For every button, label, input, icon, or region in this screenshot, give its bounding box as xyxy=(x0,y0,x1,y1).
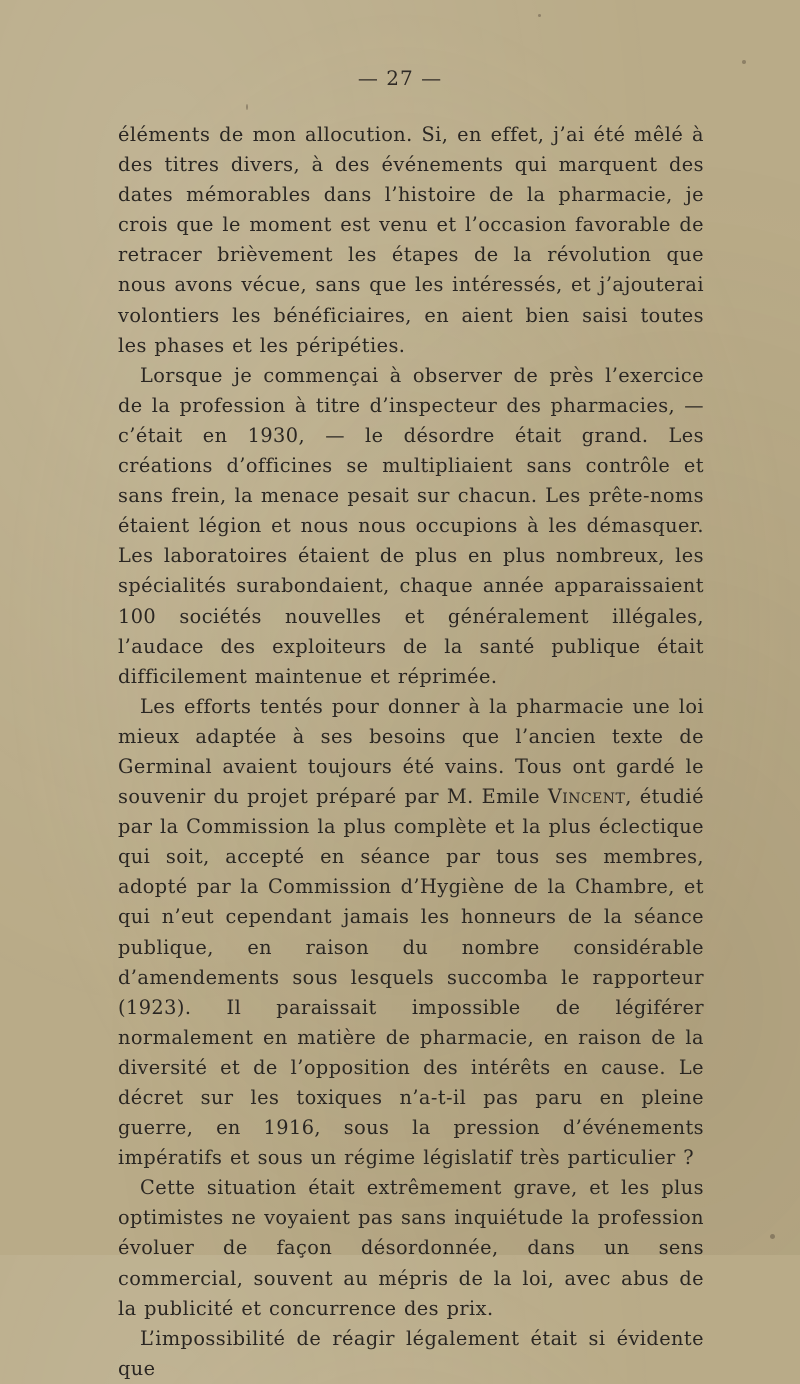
paper-speck xyxy=(246,104,248,110)
paragraph-2: Lorsque je commençai à observer de près l’exercice de la profession à titre d’inspecteur des pharmacies, — c’était en 1930, — le désordre était grand. Les créations d’officines se multipliaient sans contrôle et sans frein, la menace pesait sur chacun. Les prête-noms étaient légion et nous nous occupions à les démasquer. Les laboratoires étaient de plus en plus nombreux, les spécialités surabondaient, chaque année apparaissaient 100 sociétés nouvelles et généralement illégales, l’audace des exploiteurs de la santé publique était difficilement maintenue et réprimée. xyxy=(118,363,704,688)
page-number: — 27 — xyxy=(357,66,443,90)
paper-speck xyxy=(742,60,746,64)
paragraph-3-part-2: , étudié par la Commission la plus complète et la plus éclectique qui soit, accepté en séance par tous ses membres, adopté par la Commission d’Hygiène de la Chambre, et qui n’eut cependant jamais les honneurs de la séance publique, en raison du nombre considérable d’amendements sous lesquels succomba le rapporteur (1923). Il paraissait impossible de légiférer normalement en matière de pharmacie, en raison de la diversité et de l’opposition des intérêts en cause. Le décret sur les toxiques n’a-t-il pas paru en pleine guerre, en 1916, sous la pression d’événements impératifs et sous un régime législatif très particulier ? xyxy=(118,785,704,1170)
paper-speck xyxy=(770,1234,775,1239)
body-text xyxy=(118,120,704,1384)
paragraph-4: Cette situation était extrêmement grave, et les plus optimistes ne voyaient pas sans inquiétude la profession évoluer de façon désordonnée, dans un sens commercial, souvent au mépris de la loi, avec abus de la publicité et concurrence des prix. xyxy=(118,1176,704,1320)
paragraph-3-part-1: Les efforts tentés pour donner à la pharmacie une loi mieux adaptée à ses besoins que l’ancien texte de Germinal avaient toujours été vains. Tous ont gardé le souvenir du projet préparé par M. Emile xyxy=(118,694,704,809)
paragraph-1: éléments de mon allocution. Si, en effet, j’ai été mêlé à des titres divers, à des événements qui marquent des dates mémorables dans l’histoire de la pharmacie, je crois que le moment est venu et l’occasion favorable de retracer brièvement les étapes de la révolution que nous avons vécue, sans que les intéressés, et j’ajouterai volontiers les bénéficiaires, en aient bien saisi toutes les phases et les péripéties. xyxy=(118,123,704,357)
author-name-vincent: Vincent xyxy=(547,785,626,809)
paragraph-3 xyxy=(118,692,704,1174)
paragraph-5: L’impossibilité de réagir légalement était si évidente que xyxy=(118,1326,704,1380)
paper-speck xyxy=(538,14,541,17)
